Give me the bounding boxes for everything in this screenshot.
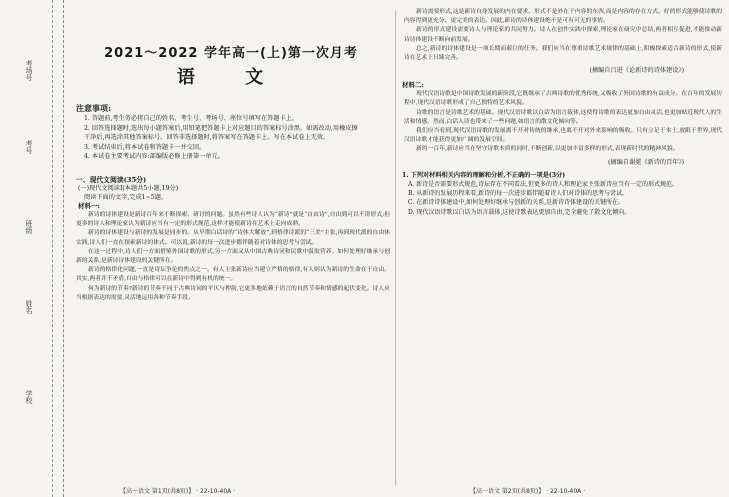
passage-paragraph: 新诗需要形式,这是新诗自身发展的内在要求。形式不是外在于内容的东西,而是内容的存在方式。好的形式能够使诗歌的内容得到更充分、更完美的表达。因此,新诗的诗体建设绝不是可有可无的事情。 [404,9,722,25]
material-label: 材料二: [402,81,424,90]
passage-paragraph: 现代汉语诗歌是中国诗歌发展的新阶段,它既继承了古典诗歌的优秀传统,又吸收了外国诗歌的有益成分。在百年的发展历程中,现代汉语诗歌形成了自己独特的艺术风貌。 [404,91,722,107]
page-two [398,8,724,492]
cut-line [52,0,53,497]
margin-label-school: 学校 [25,390,33,404]
binding-margin [0,0,64,497]
question-option: A. 新诗是否需要形式规范,诗坛存在不同看法,但更多的诗人和理论家主张新诗应当有一定的形式规范。 [408,181,678,189]
exam-subject: 语 文 [176,67,286,88]
question-option: C. 在新诗诗体建设中,如何处理好继承与创新的关系,是新诗诗体建设的关键所在。 [408,199,625,207]
section-heading: 一、现代文阅读(35分) [76,175,147,184]
page-divider [395,10,396,486]
notice-list [70,114,392,162]
page-footer: 【高一语文 第2页(共8页)】 · 22-10-40A · [470,488,586,495]
notice-item: 2. 回答选择题时,选出每小题答案后,用铅笔把答题卡上对应题目的答案标号涂黑。如需改动,用橡皮擦干净后,再选涂其他答案标号。回答非选择题时,将答案写在答题卡上。写在本试卷上无效。 [84,124,358,142]
question-option: B. 从新诗的发展历程来看,新诗的每一次进步都伴随着诗人们对诗体的思考与尝试。 [408,190,629,198]
passage-paragraph: 新诗的形式建设需要诗人与理论家的共同努力。诗人在创作实践中探索,理论家在研究中总结,两者相互促进,才能推动新诗诗体建设不断向前发展。 [404,27,722,43]
passage-paragraph: 诗歌的语言是诗歌艺术的基础。现代汉语诗歌以白话为语言载体,这使得诗歌的表达更加自由灵活,也更加贴近现代人的生活和情感。然而,白话入诗也带来了一些问题,如语言的散文化倾向等。 [404,109,722,125]
question-option: D. 现代汉语诗歌以白话为语言载体,这使诗歌表达更加自由,完全避免了散文化倾向。 [408,208,631,216]
subsection-heading: (一)现代文阅读Ⅰ(本题共5小题,19分) [78,184,179,192]
passage-paragraph: 新诗的诗体建设是新诗百年来不断探索、研讨的问题。虽然有些诗人认为“新诗”就是“自由诗”,自由到可以不讲形式;但更多的诗人和理论家认为新诗应当有一定的形式规范,这样才能使新诗在艺术上走向成熟。 [76,211,390,228]
passage-paragraph: 新诗的诗体建设与新诗的发展是同步的。从早期白话诗的“诗体大解放”,到格律诗派的“三美”主张,再到现代派的自由体实践,诗人们一直在探索新诗的体式。可以说,新诗的每一次进步都伴随着对诗体的思考与尝试。 [76,230,390,246]
notice-item: 3. 考试结束后,将本试卷和答题卡一并交回。 [84,143,206,151]
passage-paragraph: 何为新诗的节奏?新诗的节奏不同于古典诗词的平仄与押韵,它更多地依赖于语言的自然节奏和情感的起伏变化。诗人应当根据表达的需要,灵活地运用各种节奏手段。 [76,285,390,301]
notice-item: 1. 答题前,考生务必将自己的姓名、考生号、考场号、座位号填写在答题卡上。 [84,115,299,122]
margin-label-exam-number: 考号 [25,140,33,154]
material-label: 材料一: [78,201,100,210]
source-citation: (摘编自吕进《论新诗的诗体建设》) [589,67,684,75]
passage-paragraph: 总之,新诗的诗体建设是一项长期而艰巨的任务。我们应当在尊重诗歌艺术规律的基础上,积极探索适合新诗的形式,使新诗在艺术上日臻完善。 [404,45,722,62]
subsection-instruction: 阅读下面的文字,完成1~5题。 [84,193,168,201]
page-one [70,8,392,492]
source-citation: (摘编自谢冕《新诗的百年》) [608,158,684,166]
notice-heading: 注意事项: [76,103,111,113]
page-footer: 【高一语文 第1页(共8页)】 · 22-10-40A · [120,488,236,495]
margin-label-class: 班级 [25,220,33,234]
notice-item: 4. 本试卷主要考试内容:部编版必修上册第一单元。 [84,153,224,161]
margin-label-exam-room: 考场号 [25,60,33,81]
passage-paragraph: 在这一过程中,诗人们一方面借鉴外国诗歌的形式,另一方面又从中国古典诗词和民歌中汲取营养。如何处理好继承与创新的关系,是新诗诗体建设的关键所在。 [76,248,390,264]
passage-paragraph: 新诗的格律化问题,一直是诗坛争论的焦点之一。有人主张新诗应当建立严格的格律,有人则认为新诗的生命在于自由。其实,两者并不矛盾,自由与格律可以在新诗中得到有机的统一。 [76,267,390,283]
passage-paragraph: 新的一百年,新诗应当在坚守诗歌本质的同时,不断创新,以更加丰富多样的形式,表现新时代的精神风貌。 [416,146,679,153]
question-stem: 1. 下列对材料相关内容的理解和分析,不正确的一项是(3分) [402,171,566,179]
margin-label-name: 姓名 [25,300,33,314]
exam-title: 2021～2022 学年高一(上)第一次月考 [104,46,358,61]
passage-paragraph: 我们应当看到,现代汉语诗歌的发展离不开对传统的继承,也离不开对外来影响的吸收。只有立足于本土,放眼于世界,现代汉语诗歌才能获得更加广阔的发展空间。 [404,128,722,144]
